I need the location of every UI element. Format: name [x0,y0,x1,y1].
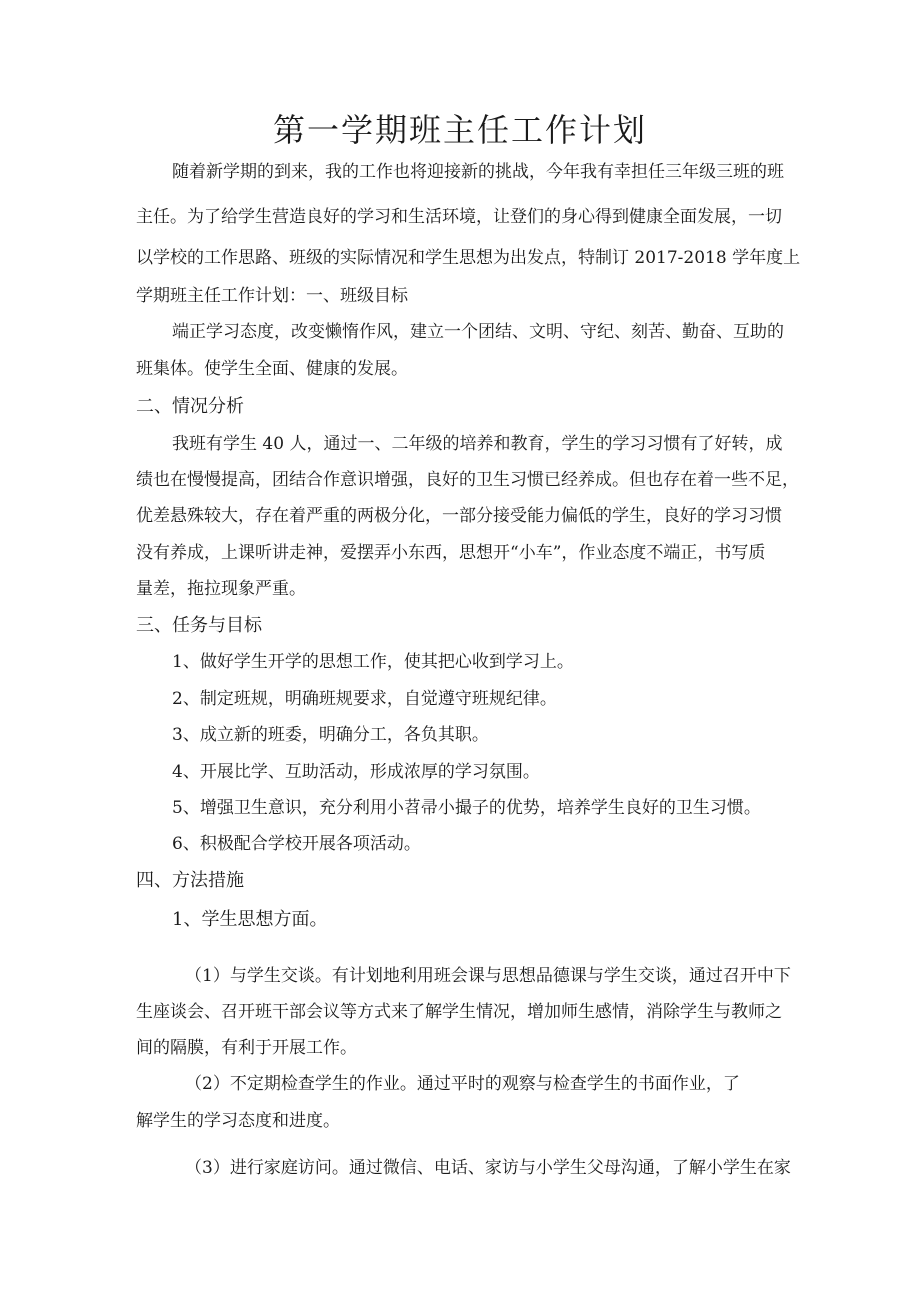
task-item: 3、成立新的班委，明确分工，各负其职。 [172,725,489,745]
analysis-line: 我班有学生 40 人，通过一、二年级的培养和教育，学生的学习习惯有了好转，成 [172,434,783,454]
task-item: 5、增强卫生意识，充分利用小苕帚小撮子的优势，培养学生良好的卫生习惯。 [172,798,761,818]
analysis-line: 量差，拖拉现象严重。 [136,579,306,599]
task-item: 6、积极配合学校开展各项活动。 [172,834,421,854]
task-item: 2、制定班规，明确班规要求，自觉遵守班规纪律。 [172,689,557,709]
method-item-line: 生座谈会、召开班干部会议等方式来了解学生情况，增加师生感情，消除学生与教师之 [136,1002,782,1022]
analysis-line: 绩也在慢慢提高，团结合作意识增强，良好的卫生习惯已经养成。但也存在着一些不足， [136,470,799,490]
method-item-line: 间的隔膜，有利于开展工作。 [136,1038,357,1058]
task-item: 1、做好学生开学的思想工作，使其把心收到学习上。 [172,652,574,672]
task-item: 4、开展比学、互助活动，形成浓厚的学习氛围。 [172,762,540,782]
goal-line: 端正学习态度，改变懒惰作风，建立一个团结、文明、守纪、刻苦、勤奋、互助的 [172,322,784,342]
intro-line: 以学校的工作思路、班级的实际情况和学生思想为出发点，特制订 2017-2018 学年度上 [136,248,801,268]
section-heading-tasks: 三、任务与目标 [136,615,262,636]
method-item-line: 解学生的学习态度和进度。 [136,1111,340,1131]
intro-line: 主任。为了给学生营造良好的学习和生活环境，让登们的身心得到健康全面发展，一切 [136,207,782,227]
section-heading-analysis: 二、情况分析 [136,396,244,417]
intro-line: 随着新学期的到来，我的工作也将迎接新的挑战，今年我有幸担任三年级三班的班 [172,162,784,182]
subsection-heading-thought: 1、学生思想方面。 [172,909,328,930]
analysis-line: 优差悬殊较大，存在着严重的两极分化，一部分接受能力偏低的学生，良好的学习习惯 [136,506,782,526]
method-item-line: （2）不定期检查学生的作业。通过平时的观察与检查学生的书面作业，了 [185,1074,740,1094]
method-item-line: （3）进行家庭访问。通过微信、电话、家访与小学生父母沟通，了解小学生在家 [185,1158,791,1178]
intro-line: 学期班主任工作计划：一、班级目标 [136,286,408,306]
goal-line: 班集体。使学生全面、健康的发展。 [136,359,408,379]
analysis-line: 没有养成，上课听讲走神，爱摆弄小东西，思想开“小车”，作业态度不端正，书写质 [136,543,766,563]
method-item-line: （1）与学生交谈。有计划地利用班会课与思想品德课与学生交谈，通过召开中下 [185,966,791,986]
document-title: 第一学期班主任工作计划 [272,111,647,149]
section-heading-methods: 四、方法措施 [136,870,244,891]
